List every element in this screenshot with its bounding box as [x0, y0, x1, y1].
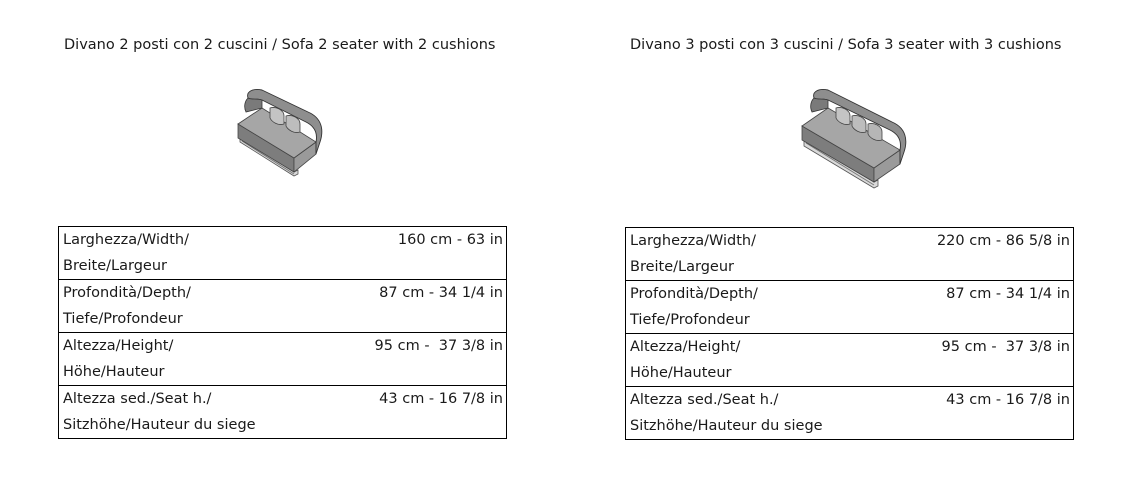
table-row — [59, 333, 507, 386]
dimension-label: Altezza/Height/ Höhe/Hauteur — [626, 334, 906, 387]
dimension-label: Altezza sed./Seat h./ Sitzhöhe/Hauteur du siege — [626, 387, 906, 440]
sofa-title: Divano 2 posti con 2 cuscini / Sofa 2 seater with 2 cushions — [64, 37, 496, 53]
dimension-label: Profondità/Depth/ Tiefe/Profondeur — [59, 280, 319, 333]
dimension-value: 95 cm - 37 3/8 in — [319, 333, 507, 386]
dimension-label: Larghezza/Width/ Breite/Largeur — [626, 228, 906, 281]
sofa-2-seater-icon — [232, 86, 327, 178]
dimensions-table — [625, 227, 1074, 440]
dimensions-table — [58, 226, 507, 439]
dimension-value: 43 cm - 16 7/8 in — [319, 386, 507, 439]
dimension-label: Altezza/Height/ Höhe/Hauteur — [59, 333, 319, 386]
table-row — [59, 227, 507, 280]
sofa-title: Divano 3 posti con 3 cuscini / Sofa 3 seater with 3 cushions — [630, 37, 1062, 53]
dimension-value: 220 cm - 86 5/8 in — [906, 228, 1074, 281]
table-row — [626, 281, 1074, 334]
dimension-label: Altezza sed./Seat h./ Sitzhöhe/Hauteur du siege — [59, 386, 319, 439]
sofa-3-seater-icon — [796, 86, 911, 190]
dimension-label: Profondità/Depth/ Tiefe/Profondeur — [626, 281, 906, 334]
table-row — [626, 228, 1074, 281]
table-row — [626, 387, 1074, 440]
table-row — [626, 334, 1074, 387]
table-row — [59, 280, 507, 333]
table-row — [59, 386, 507, 439]
dimension-value: 87 cm - 34 1/4 in — [906, 281, 1074, 334]
dimension-value: 87 cm - 34 1/4 in — [319, 280, 507, 333]
dimension-value: 160 cm - 63 in — [319, 227, 507, 280]
dimension-value: 95 cm - 37 3/8 in — [906, 334, 1074, 387]
dimension-value: 43 cm - 16 7/8 in — [906, 387, 1074, 440]
dimension-label: Larghezza/Width/ Breite/Largeur — [59, 227, 319, 280]
